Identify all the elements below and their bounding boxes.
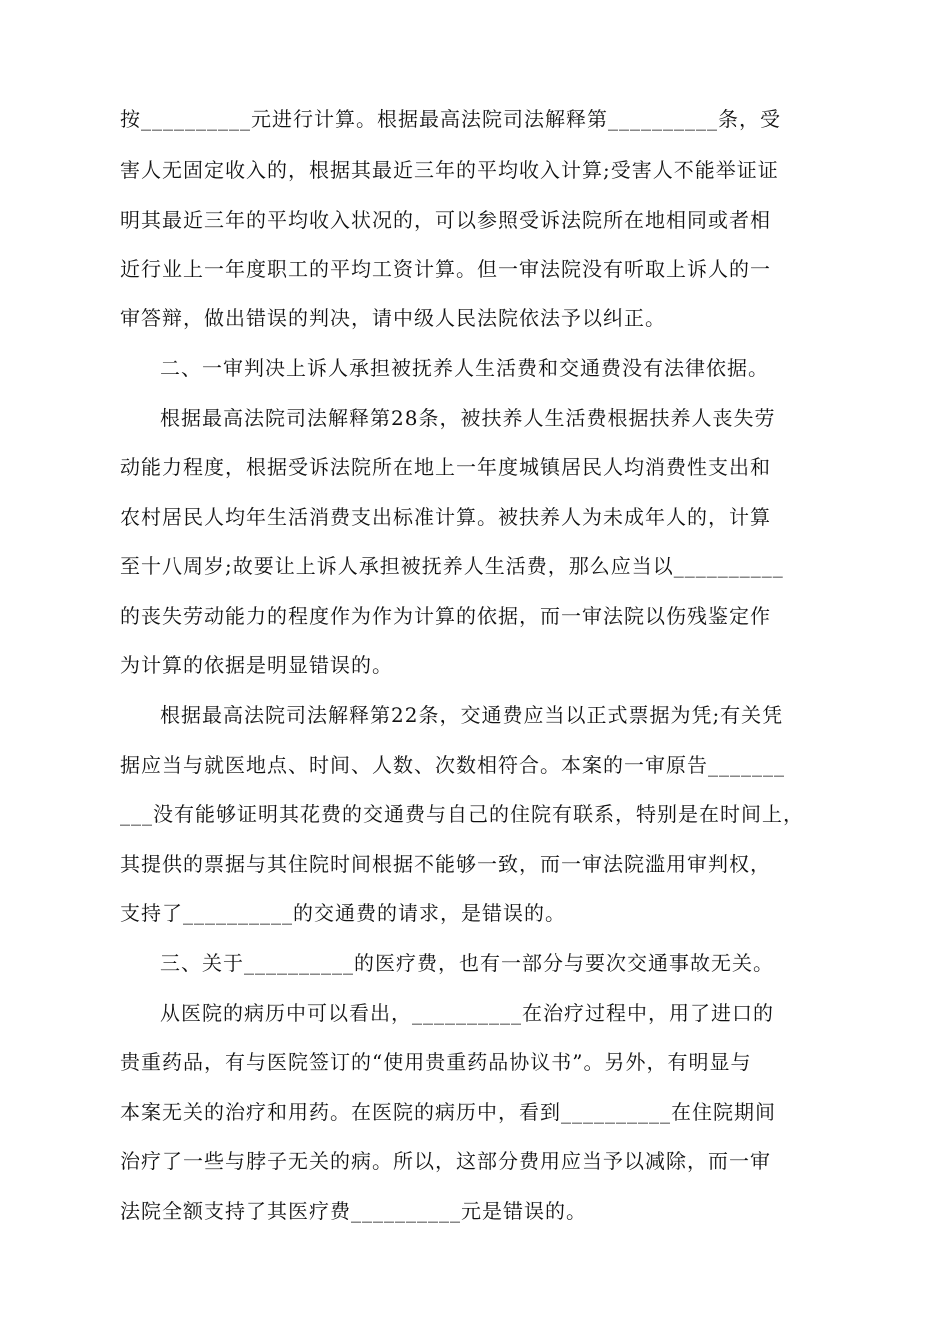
text-line: 从医院的病历中可以看出，__________在治疗过程中，用了进口的 (160, 1001, 774, 1025)
text-line: 明其最近三年的平均收入状况的，可以参照受诉法院所在地相同或者相 (120, 208, 771, 232)
text-line: 农村居民人均年生活消费支出标准计算。被扶养人为未成年人的，计算 (120, 505, 771, 529)
text-line: 根据最高法院司法解释第22条，交通费应当以正式票据为凭;有关凭 (160, 703, 784, 727)
text-line: 其提供的票据与其住院时间根据不能够一致，而一审法院滥用审判权， (120, 852, 771, 876)
text-line: 为计算的依据是明显错误的。 (120, 653, 393, 677)
text-line: 治疗了一些与脖子无关的病。所以，这部分费用应当予以减除，而一审 (120, 1149, 771, 1173)
text-line: 法院全额支持了其医疗费__________元是错误的。 (120, 1199, 587, 1223)
text-line: 审答辩，做出错误的判决，请中级人民法院依法予以纠正。 (120, 306, 666, 330)
section-heading: 三、关于__________的医疗费，也有一部分与要次交通事故无关。 (160, 951, 774, 975)
text-line: 贵重药品，有与医院签订的“使用贵重药品协议书”。另外，有明显与 (120, 1050, 752, 1074)
text-line: 害人无固定收入的，根据其最近三年的平均收入计算;受害人不能举证证 (120, 158, 779, 182)
text-line: 至十八周岁;故要让上诉人承担被抚养人生活费，那么应当以__________ (120, 554, 784, 578)
text-line: 据应当与就医地点、时间、人数、次数相符合。本案的一审原告_______ (120, 753, 785, 777)
text-line: 的丧失劳动能力的程度作为作为计算的依据，而一审法院以伤残鉴定作 (120, 604, 771, 628)
text-line: 动能力程度，根据受诉法院所在地上一年度城镇居民人均消费性支出和 (120, 455, 771, 479)
text-line: 支持了__________的交通费的请求，是错误的。 (120, 901, 566, 925)
text-line: 本案无关的治疗和用药。在医院的病历中，看到__________在住院期间 (120, 1100, 776, 1124)
section-heading: 二、一审判决上诉人承担被抚养人生活费和交通费没有法律依据。 (160, 356, 769, 380)
text-line: ___没有能够证明其花费的交通费与自己的住院有联系，特别是在时间上， (120, 802, 804, 826)
text-line: 近行业上一年度职工的平均工资计算。但一审法院没有听取上诉人的一 (120, 257, 771, 281)
text-line: 按__________元进行计算。根据最高法院司法解释第__________条，受 (120, 107, 781, 131)
text-line: 根据最高法院司法解释第28条，被扶养人生活费根据扶养人丧失劳 (160, 406, 776, 430)
